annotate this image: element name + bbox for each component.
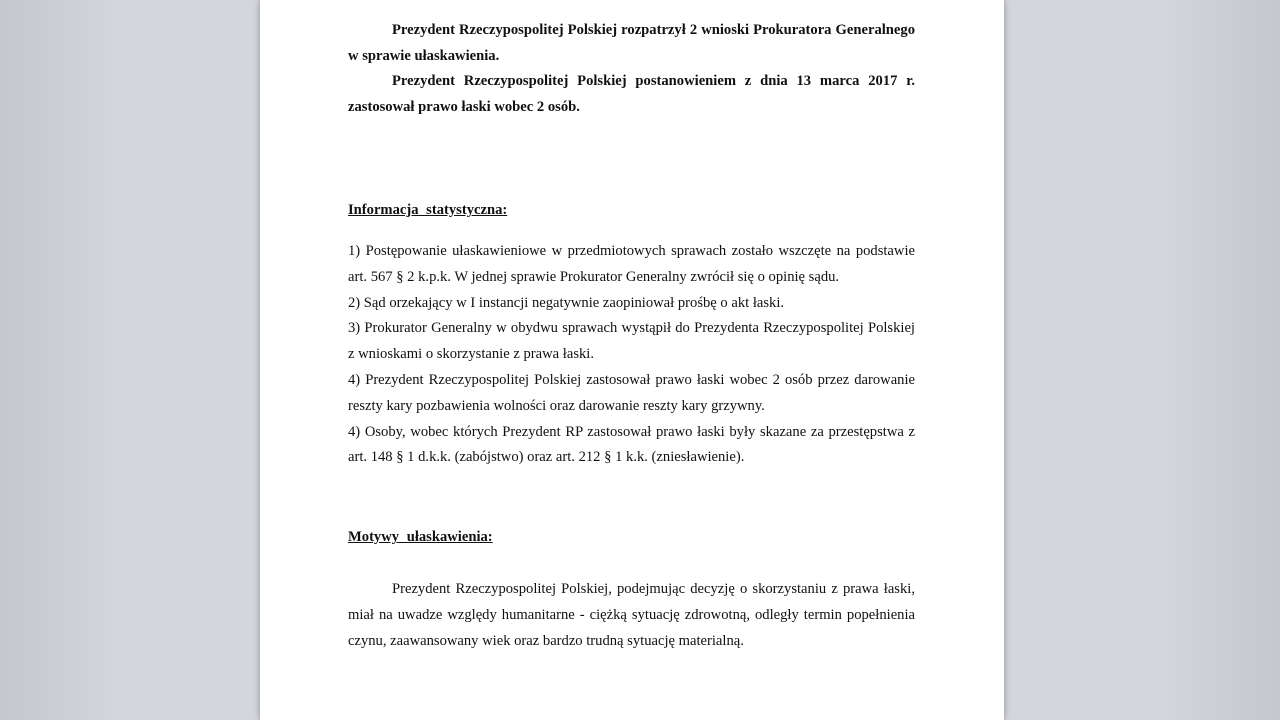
document-page (260, 0, 1004, 720)
intro-paragraph-2: Prezydent Rzeczypospolitej Polskiej postanowieniem z dnia 13 marca 2017 r. zastosował prawo łaski wobec 2 osób. (348, 73, 915, 115)
stats-list (348, 239, 915, 471)
stats-item-5: 4) Osoby, wobec których Prezydent RP zastosował prawo łaski były skazane za przestępstwa z art. 148 § 1 d.k.k. (zabójstwo) oraz art. 212 § 1 k.k. (zniesławienie). (348, 423, 915, 466)
stats-heading: Informacja statystyczna: (348, 202, 508, 218)
stats-item-2: 2) Sąd orzekający w I instancji negatywnie zaopiniował prośbę o akt łaski. (348, 294, 785, 311)
motives-paragraph: Prezydent Rzeczypospolitej Polskiej, podejmując decyzję o skorzystaniu z prawa łaski, miał na uwadze względy humanitarne - ciężką sytuację zdrowotną, odległy termin popełnienia czynu, zaawansowany wiek oraz bardzo trudną sytuację materialną. (348, 581, 915, 649)
motives-heading: Motywy ułaskawienia: (348, 529, 493, 546)
stats-item-4: 4) Prezydent Rzeczypospolitej Polskiej zastosował prawo łaski wobec 2 osób przez darowanie reszty kary pozbawienia wolności oraz darowanie reszty kary grzywny. (348, 371, 915, 414)
stats-item-1: 1) Postępowanie ułaskawieniowe w przedmiotowych sprawach zostało wszczęte na podstawie art. 567 § 2 k.p.k. W jednej sprawie Prokurator Generalny zwrócił się o opinię sądu. (348, 243, 915, 285)
stats-item-3: 3) Prokurator Generalny w obydwu sprawach wystąpił do Prezydenta Rzeczypospolitej Polskiej z wnioskami o skorzystanie z prawa łaski. (348, 320, 915, 363)
intro-paragraph-1: Prezydent Rzeczypospolitej Polskiej rozpatrzył 2 wnioski Prokuratora Generalnego w sprawie ułaskawienia. (348, 22, 915, 64)
document-content (348, 0, 915, 655)
